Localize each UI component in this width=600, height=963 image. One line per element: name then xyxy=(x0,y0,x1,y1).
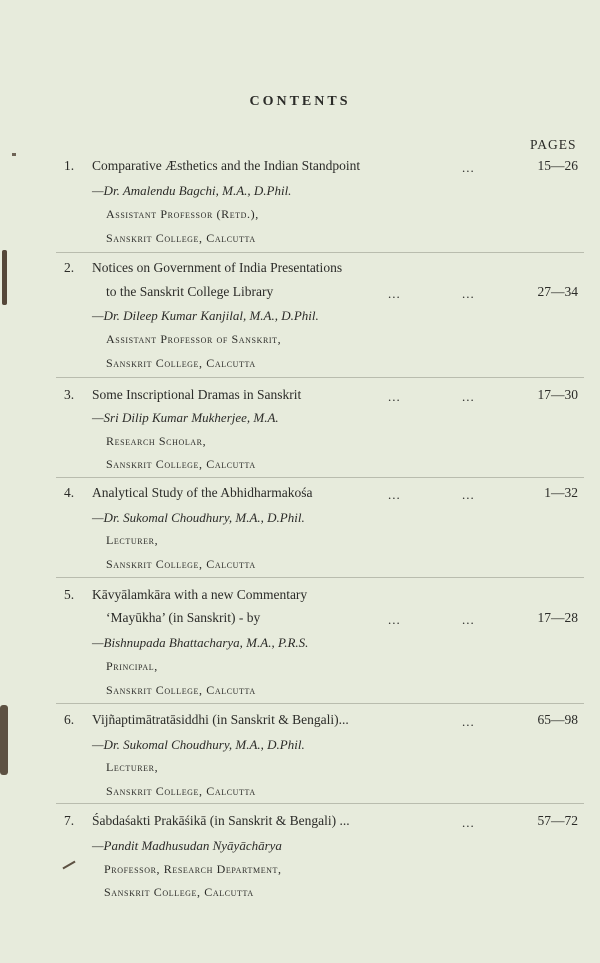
pages-column-header: PAGES xyxy=(530,137,577,152)
entry-author: —Bishnupada Bhattacharya, M.A., P.R.S. xyxy=(92,635,309,650)
entry-title-line: Vijñaptimātratāsiddhi (in Sanskrit & Bengali)... xyxy=(92,712,349,727)
leader-dots: ... xyxy=(388,286,401,301)
entry-title-line: Notices on Government of India Presentations xyxy=(92,260,343,275)
leader-dots: ... xyxy=(388,389,401,404)
leader-dots: ... xyxy=(462,612,475,627)
entry-affiliation: Lecturer, xyxy=(106,760,159,774)
divider xyxy=(56,577,584,578)
entry-pages: 17—28 xyxy=(537,610,578,625)
leader-dots: ... xyxy=(388,487,401,502)
entry-number: 6. xyxy=(64,712,75,727)
leader-dots: ... xyxy=(462,286,475,301)
leader-dots: ... xyxy=(462,815,475,830)
entry-title-line: Comparative Æsthetics and the Indian Standpoint xyxy=(92,158,361,173)
entry-number: 4. xyxy=(64,485,75,500)
entry-affiliation: Assistant Professor (Retd.), xyxy=(106,207,259,221)
page-title: CONTENTS xyxy=(249,94,351,109)
entry-affiliation: Research Scholar, xyxy=(106,434,207,448)
divider xyxy=(56,703,584,704)
entry-affiliation: Lecturer, xyxy=(106,533,159,547)
entry-title-line: Śabdaśakti Prakāśikā (in Sanskrit & Bengali) ... xyxy=(92,813,350,828)
entry-author: —Dr. Sukomal Choudhury, M.A., D.Phil. xyxy=(92,510,305,525)
entry-author: —Pandit Madhusudan Nyāyāchārya xyxy=(92,838,282,853)
leader-dots: ... xyxy=(388,612,401,627)
entry-affiliation: Sanskrit College, Calcutta xyxy=(106,683,256,697)
entry-affiliation: Sanskrit College, Calcutta xyxy=(106,231,256,245)
entry-title-line: ‘Mayūkha’ (in Sanskrit) - by xyxy=(106,610,261,625)
leader-dots: ... xyxy=(462,160,475,175)
entry-number: 7. xyxy=(64,813,75,828)
entry-affiliation: Sanskrit College, Calcutta xyxy=(106,557,256,571)
entry-number: 1. xyxy=(64,158,75,173)
entry-pages: 17—30 xyxy=(537,387,578,402)
leader-dots: ... xyxy=(462,714,475,729)
entry-affiliation: Professor, Research Department, xyxy=(104,862,282,876)
entry-pages: 15—26 xyxy=(537,158,578,173)
divider xyxy=(56,377,584,378)
entry-number: 5. xyxy=(64,587,75,602)
binding-stain xyxy=(0,705,8,775)
binding-stain xyxy=(2,250,7,305)
divider xyxy=(56,477,584,478)
entry-number: 3. xyxy=(64,387,75,402)
entry-author: —Dr. Dileep Kumar Kanjilal, M.A., D.Phil. xyxy=(92,308,319,323)
entry-pages: 57—72 xyxy=(537,813,578,828)
entry-affiliation: Assistant Professor of Sanskrit, xyxy=(106,332,282,346)
entry-affiliation: Sanskrit College, Calcutta xyxy=(106,784,256,798)
entry-author: —Dr. Amalendu Bagchi, M.A., D.Phil. xyxy=(92,183,292,198)
leader-dots: ... xyxy=(462,389,475,404)
pencil-mark xyxy=(12,153,16,156)
entry-affiliation: Sanskrit College, Calcutta xyxy=(104,885,254,899)
entry-author: —Sri Dilip Kumar Mukherjee, M.A. xyxy=(92,410,279,425)
entry-pages: 65—98 xyxy=(537,712,578,727)
entry-affiliation: Sanskrit College, Calcutta xyxy=(106,356,256,370)
entry-pages: 27—34 xyxy=(537,284,578,299)
entry-number: 2. xyxy=(64,260,75,275)
leader-dots: ... xyxy=(462,487,475,502)
entry-title-line: to the Sanskrit College Library xyxy=(106,284,274,299)
entry-affiliation: Sanskrit College, Calcutta xyxy=(106,457,256,471)
entry-title-line: Analytical Study of the Abhidharmakośa xyxy=(92,485,313,500)
entry-title-line: Some Inscriptional Dramas in Sanskrit xyxy=(92,387,302,402)
entry-title-line: Kāvyālamkāra with a new Commentary xyxy=(92,587,308,602)
divider xyxy=(56,803,584,804)
entry-pages: 1—32 xyxy=(544,485,578,500)
entry-affiliation: Principal, xyxy=(106,659,158,673)
divider xyxy=(56,252,584,253)
entry-author: —Dr. Sukomal Choudhury, M.A., D.Phil. xyxy=(92,737,305,752)
pencil-mark xyxy=(62,861,75,870)
